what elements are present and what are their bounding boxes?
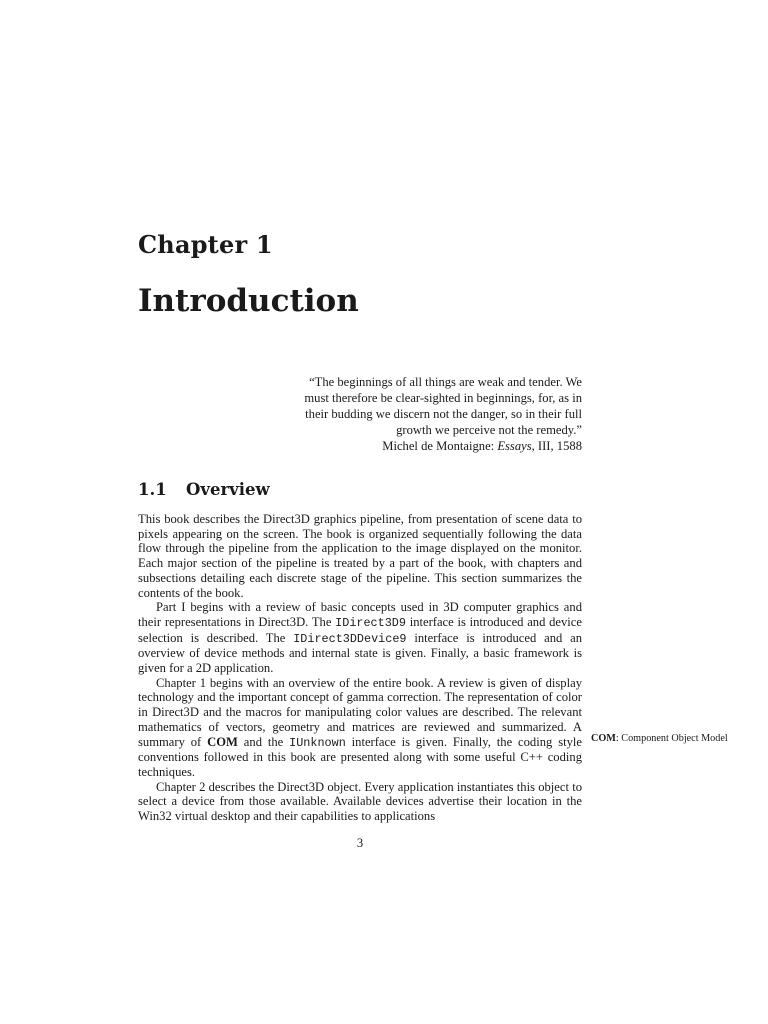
margin-note-term: COM bbox=[591, 733, 616, 744]
epigraph-line: their budding we discern not the danger, so in their full bbox=[305, 407, 582, 421]
page-number: 3 bbox=[356, 836, 364, 850]
margin-note-definition: : Component Object Model bbox=[615, 733, 728, 744]
margin-note bbox=[591, 733, 731, 746]
code-identifier: IDirect3D9 bbox=[335, 615, 406, 630]
code-identifier: IUnknown bbox=[289, 735, 346, 750]
chapter-title: Introduction bbox=[138, 283, 359, 319]
text-run: and the bbox=[237, 734, 290, 749]
text-run: interface is given. Finally, the coding style conventions followed in this book are presented along with some useful C++ coding techniques. bbox=[138, 734, 582, 779]
text-run: Chapter 1 begins with an overview of the entire book. A review is given of display technology and the important concept of gamma correction. The representation of color in Direct3D and the macros for manipulating color values are described. The relevant mathematics of vectors, geometry and matrices are reviewed and summarized. A summary of bbox=[138, 675, 582, 749]
text-run: interface is introduced and an overview of device methods and internal state is given. Finally, a basic framework is given for a 2D application. bbox=[138, 630, 582, 676]
epigraph-attribution bbox=[262, 438, 582, 454]
paragraph bbox=[138, 676, 582, 780]
attribution-work: Essays bbox=[497, 439, 532, 453]
chapter-label: Chapter 1 bbox=[138, 230, 273, 259]
epigraph-line: must therefore be clear-sighted in beginnings, for, as in bbox=[304, 391, 582, 405]
paragraph: Chapter 2 describes the Direct3D object. Every application instantiates this object to select a device from those available. Available devices advertise their location in the Win32 virtual desktop and their capabilities to applications bbox=[138, 779, 582, 824]
attribution-rest: , III, 1588 bbox=[531, 439, 582, 453]
text-run: interface is introduced and device selection is described. The bbox=[138, 614, 582, 645]
section-heading bbox=[138, 480, 270, 499]
code-identifier: IDirect3DDevice9 bbox=[293, 631, 407, 646]
body-text bbox=[138, 512, 582, 824]
paragraph: This book describes the Direct3D graphics pipeline, from presentation of scene data to pixels appearing on the screen. The book is organized sequentially following the data flow through the pipeline from the application to the image displayed on the monitor. Each major section of the pipeline is treated by a part of the book, with chapters and subsections detailing each discrete stage of the pipeline. This section summarizes the contents of the book. bbox=[138, 512, 582, 600]
text-run: Part I begins with a review of basic concepts used in 3D computer graphics and their representations in Direct3D. The bbox=[138, 600, 582, 629]
section-number: 1.1 bbox=[138, 480, 167, 499]
epigraph-line: “The beginnings of all things are weak and tender. We bbox=[309, 375, 582, 389]
section-title: Overview bbox=[186, 480, 270, 499]
epigraph bbox=[262, 374, 582, 454]
attribution-author: Michel de Montaigne: bbox=[382, 439, 498, 453]
bold-term: COM bbox=[207, 734, 238, 749]
paragraph bbox=[138, 600, 582, 676]
epigraph-line: growth we perceive not the remedy.” bbox=[396, 423, 582, 437]
